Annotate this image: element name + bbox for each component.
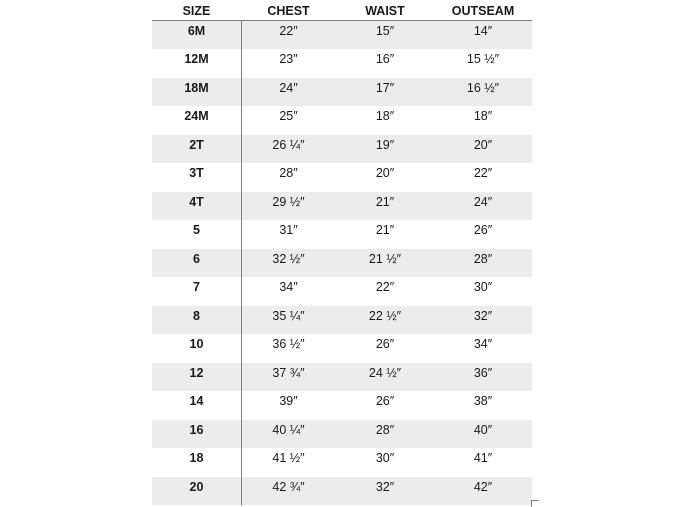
waist-cell: 18″ [375, 109, 395, 124]
waist-cell: 24 ½″ [368, 365, 402, 380]
size-cell: 12M [184, 52, 209, 67]
chest-cell: 23″ [279, 52, 298, 67]
chest-cell: 39″ [279, 394, 298, 409]
table-row [152, 448, 532, 476]
size-cell: 8 [193, 308, 200, 323]
chest-cell: 41 ½″ [272, 451, 305, 466]
table-row [152, 477, 532, 505]
size-cell: 4T [189, 194, 204, 209]
table-row [152, 277, 532, 305]
outseam-cell: 32″ [473, 308, 493, 323]
column-divider [241, 21, 242, 505]
waist-cell: 26″ [375, 337, 395, 352]
chest-cell: 31″ [279, 223, 298, 238]
chest-cell: 28″ [279, 166, 298, 181]
table-row [152, 391, 532, 419]
chest-cell: 22″ [279, 24, 298, 38]
table-row [152, 106, 532, 134]
chest-cell: 34″ [279, 280, 298, 295]
table-row [152, 306, 532, 334]
outseam-cell: 42″ [473, 479, 493, 494]
table-row [152, 249, 532, 277]
chest-cell: 40 ¼″ [272, 422, 305, 437]
chest-cell: 25″ [279, 109, 298, 124]
size-cell: 24M [184, 109, 209, 124]
size-cell: 10 [189, 337, 204, 352]
table-row [152, 78, 532, 106]
size-cell: 14 [189, 394, 204, 409]
size-cell: 20 [189, 479, 204, 494]
outseam-cell: 40″ [473, 422, 493, 437]
waist-cell: 21″ [375, 194, 395, 209]
table-row [152, 21, 532, 49]
table-row [152, 363, 532, 391]
waist-cell: 17″ [375, 80, 395, 95]
table-row [152, 135, 532, 163]
table-body [152, 21, 532, 505]
outseam-cell: 41″ [473, 451, 493, 466]
outseam-cell: 22″ [473, 166, 493, 181]
outseam-cell: 34″ [473, 337, 493, 352]
outseam-cell: 28″ [473, 251, 493, 266]
chest-cell: 37 ¾″ [272, 365, 305, 380]
outseam-cell: 24″ [473, 194, 493, 209]
chest-cell: 42 ¾″ [272, 479, 305, 494]
outseam-cell: 14″ [473, 24, 493, 38]
table-row [152, 192, 532, 220]
size-cell: 2T [189, 137, 204, 152]
chest-cell: 29 ½″ [272, 194, 305, 209]
outseam-cell: 26″ [473, 223, 493, 238]
waist-cell: 21″ [375, 223, 395, 238]
table-row [152, 220, 532, 248]
outseam-cell: 20″ [473, 137, 493, 152]
outseam-cell: 15 ½″ [466, 52, 500, 67]
outseam-cell: 30″ [473, 280, 493, 295]
outseam-cell: 36″ [473, 365, 493, 380]
header-waist: WAIST [365, 4, 405, 18]
header-outseam: OUTSEAM [451, 4, 515, 18]
table-row [152, 334, 532, 362]
size-chart-table [152, 2, 532, 505]
size-cell: 5 [193, 223, 200, 238]
waist-cell: 30″ [375, 451, 395, 466]
waist-cell: 15″ [375, 24, 395, 38]
size-cell: 7 [193, 280, 200, 295]
waist-cell: 16″ [375, 52, 395, 67]
size-cell: 6M [187, 24, 206, 38]
chest-cell: 24″ [279, 80, 298, 95]
table-corner-marker [531, 500, 539, 507]
waist-cell: 26″ [375, 394, 395, 409]
outseam-cell: 38″ [473, 394, 493, 409]
header-size: SIZE [182, 4, 211, 18]
size-cell: 12 [189, 365, 204, 380]
waist-cell: 19″ [375, 137, 395, 152]
waist-cell: 21 ½″ [368, 251, 402, 266]
size-cell: 18M [184, 80, 209, 95]
waist-cell: 22″ [375, 280, 395, 295]
size-cell: 18 [189, 451, 204, 466]
outseam-cell: 16 ½″ [466, 80, 500, 95]
waist-cell: 22 ½″ [368, 308, 402, 323]
table-row [152, 49, 532, 77]
size-cell: 16 [189, 422, 204, 437]
size-cell: 3T [189, 166, 204, 181]
waist-cell: 28″ [375, 422, 395, 437]
waist-cell: 32″ [375, 479, 395, 494]
table-header-row [152, 2, 532, 21]
table-row [152, 420, 532, 448]
table-row [152, 163, 532, 191]
chest-cell: 32 ½″ [272, 251, 305, 266]
chest-cell: 36 ½″ [272, 337, 305, 352]
chest-cell: 26 ¼″ [272, 137, 305, 152]
waist-cell: 20″ [375, 166, 395, 181]
chest-cell: 35 ¼″ [272, 308, 305, 323]
outseam-cell: 18″ [473, 109, 493, 124]
size-cell: 6 [193, 251, 200, 266]
header-chest: CHEST [267, 4, 310, 18]
